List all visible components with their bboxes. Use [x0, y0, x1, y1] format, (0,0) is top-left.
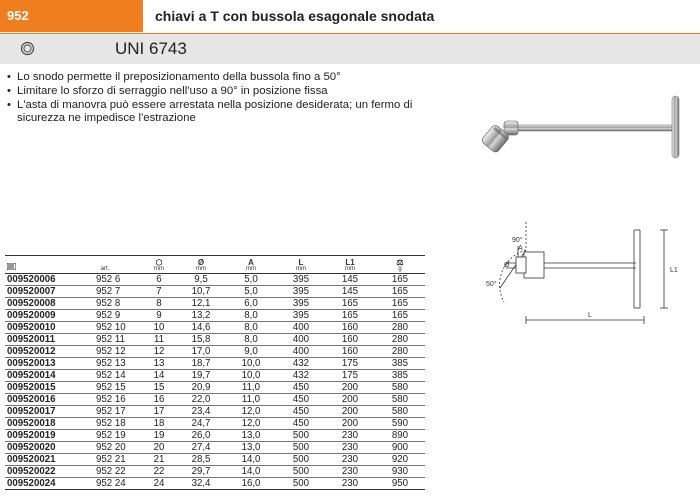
cell-art: 952 20 — [69, 442, 141, 454]
cell-a: 14,0 — [225, 454, 277, 466]
cell-code: 009520009 — [5, 310, 69, 322]
cell-weight: 890 — [375, 430, 425, 442]
table-row — [5, 298, 425, 310]
cell-l1: 145 — [325, 274, 375, 286]
cell-l: 450 — [277, 382, 325, 394]
cell-a: 8,0 — [225, 310, 277, 322]
cell-code: 009520018 — [5, 418, 69, 430]
table-row — [5, 274, 425, 286]
cell-hex: 24 — [141, 478, 177, 490]
cell-diameter: 28,5 — [177, 454, 225, 466]
cell-code: 009520007 — [5, 286, 69, 298]
cell-art: 952 8 — [69, 298, 141, 310]
col-art-header: art. — [69, 256, 141, 274]
col-weight-header: ⚖ g — [375, 256, 425, 274]
col-diameter-header: Ø mm — [177, 256, 225, 274]
table-row — [5, 322, 425, 334]
col-l-header: L mm — [277, 256, 325, 274]
standard-row — [0, 34, 700, 64]
cell-art: 952 9 — [69, 310, 141, 322]
product-code: 952 — [0, 0, 143, 32]
cell-weight: 280 — [375, 346, 425, 358]
cell-diameter: 13,2 — [177, 310, 225, 322]
cell-l1: 230 — [325, 430, 375, 442]
spec-table — [5, 255, 425, 490]
cell-l: 450 — [277, 394, 325, 406]
cell-weight: 950 — [375, 478, 425, 490]
cell-hex: 14 — [141, 370, 177, 382]
cell-art: 952 11 — [69, 334, 141, 346]
cell-code: 009520010 — [5, 322, 69, 334]
table-row — [5, 454, 425, 466]
cell-l1: 230 — [325, 442, 375, 454]
cell-diameter: 22,0 — [177, 394, 225, 406]
cell-art: 952 14 — [69, 370, 141, 382]
cell-hex: 6 — [141, 274, 177, 286]
cell-a: 14,0 — [225, 466, 277, 478]
cell-l: 400 — [277, 322, 325, 334]
col-l1-header: L1 mm — [325, 256, 375, 274]
cell-hex: 7 — [141, 286, 177, 298]
cell-diameter: 9,5 — [177, 274, 225, 286]
table-row — [5, 346, 425, 358]
cell-l1: 200 — [325, 382, 375, 394]
cell-l: 395 — [277, 286, 325, 298]
cell-weight: 385 — [375, 370, 425, 382]
cell-hex: 8 — [141, 298, 177, 310]
table-row — [5, 370, 425, 382]
header-bar — [0, 0, 700, 32]
cell-art: 952 10 — [69, 322, 141, 334]
cell-diameter: 29,7 — [177, 466, 225, 478]
cell-hex: 22 — [141, 466, 177, 478]
double-circle-icon — [20, 41, 35, 56]
dim-l-label: L — [588, 312, 592, 319]
cell-weight: 165 — [375, 286, 425, 298]
cell-l: 395 — [277, 310, 325, 322]
cell-art: 952 19 — [69, 430, 141, 442]
cell-l1: 145 — [325, 286, 375, 298]
cell-code: 009520019 — [5, 430, 69, 442]
cell-a: 5,0 — [225, 274, 277, 286]
cell-l: 400 — [277, 334, 325, 346]
table-row — [5, 394, 425, 406]
cell-art: 952 18 — [69, 418, 141, 430]
cell-code: 009520011 — [5, 334, 69, 346]
cell-code: 009520022 — [5, 466, 69, 478]
cell-hex: 13 — [141, 358, 177, 370]
col-code-header — [5, 256, 69, 274]
cell-code: 009520014 — [5, 370, 69, 382]
cell-art: 952 12 — [69, 346, 141, 358]
cell-art: 952 17 — [69, 406, 141, 418]
cell-code: 009520024 — [5, 478, 69, 490]
cell-hex: 11 — [141, 334, 177, 346]
cell-art: 952 16 — [69, 394, 141, 406]
cell-hex: 16 — [141, 394, 177, 406]
cell-art: 952 24 — [69, 478, 141, 490]
cell-l1: 160 — [325, 346, 375, 358]
cell-art: 952 21 — [69, 454, 141, 466]
cell-diameter: 17,0 — [177, 346, 225, 358]
cell-hex: 19 — [141, 430, 177, 442]
cell-weight: 580 — [375, 394, 425, 406]
cell-hex: 12 — [141, 346, 177, 358]
cell-code: 009520016 — [5, 394, 69, 406]
cell-l: 500 — [277, 454, 325, 466]
cell-l: 395 — [277, 274, 325, 286]
cell-l1: 200 — [325, 406, 375, 418]
cell-hex: 10 — [141, 322, 177, 334]
cell-weight: 385 — [375, 358, 425, 370]
cell-weight: 900 — [375, 442, 425, 454]
dim-d-label: Ø — [504, 262, 510, 269]
col-hex-header: ⬡ mm — [141, 256, 177, 274]
cell-l1: 200 — [325, 418, 375, 430]
cell-code: 009520017 — [5, 406, 69, 418]
table-row — [5, 382, 425, 394]
table-row — [5, 466, 425, 478]
cell-l: 500 — [277, 478, 325, 490]
cell-code: 009520020 — [5, 442, 69, 454]
cell-l1: 230 — [325, 478, 375, 490]
cell-a: 16,0 — [225, 478, 277, 490]
cell-l: 500 — [277, 442, 325, 454]
cell-l: 395 — [277, 298, 325, 310]
cell-diameter: 27,4 — [177, 442, 225, 454]
cell-a: 9,0 — [225, 346, 277, 358]
cell-diameter: 32,4 — [177, 478, 225, 490]
cell-diameter: 14,6 — [177, 322, 225, 334]
cell-l1: 160 — [325, 334, 375, 346]
product-photo — [482, 90, 694, 162]
cell-code: 009520006 — [5, 274, 69, 286]
cell-l1: 160 — [325, 322, 375, 334]
cell-l: 432 — [277, 358, 325, 370]
cell-l: 432 — [277, 370, 325, 382]
feature-item: • L'asta di manovra può essere arrestata nella posizione desiderata; un fermo di sicurezza ne impedisce l'estrazione — [7, 99, 447, 127]
cell-a: 11,0 — [225, 394, 277, 406]
cell-weight: 165 — [375, 310, 425, 322]
table-row — [5, 358, 425, 370]
cell-l1: 200 — [325, 394, 375, 406]
cell-a: 11,0 — [225, 382, 277, 394]
cell-hex: 20 — [141, 442, 177, 454]
table-row — [5, 406, 425, 418]
dim-l1-label: L1 — [670, 267, 678, 274]
cell-weight: 165 — [375, 274, 425, 286]
table-row — [5, 334, 425, 346]
cell-a: 5,0 — [225, 286, 277, 298]
cell-hex: 17 — [141, 406, 177, 418]
cell-weight: 920 — [375, 454, 425, 466]
cell-l1: 230 — [325, 454, 375, 466]
feature-list — [7, 71, 447, 126]
cell-l: 500 — [277, 466, 325, 478]
dim-a-label: A — [518, 245, 523, 252]
page-title: chiavi a T con bussola esagonale snodata — [155, 8, 435, 24]
cell-weight: 590 — [375, 418, 425, 430]
cell-art: 952 13 — [69, 358, 141, 370]
cell-l: 450 — [277, 406, 325, 418]
cell-art: 952 6 — [69, 274, 141, 286]
cell-a: 10,0 — [225, 358, 277, 370]
cell-hex: 21 — [141, 454, 177, 466]
cell-l: 400 — [277, 346, 325, 358]
table-row — [5, 478, 425, 490]
cell-l1: 175 — [325, 370, 375, 382]
cell-a: 12,0 — [225, 406, 277, 418]
cell-a: 8,0 — [225, 322, 277, 334]
angle-50-label: 50° — [486, 281, 497, 288]
barcode-icon — [7, 263, 16, 270]
cell-code: 009520012 — [5, 346, 69, 358]
technical-drawing — [476, 210, 700, 330]
table-row — [5, 430, 425, 442]
cell-l: 500 — [277, 430, 325, 442]
table-row — [5, 286, 425, 298]
table-header-row — [5, 256, 425, 274]
cell-diameter: 15,8 — [177, 334, 225, 346]
standard-label: UNI 6743 — [115, 39, 187, 58]
cell-weight: 580 — [375, 382, 425, 394]
cell-l1: 230 — [325, 466, 375, 478]
cell-weight: 580 — [375, 406, 425, 418]
cell-a: 6,0 — [225, 298, 277, 310]
cell-code: 009520021 — [5, 454, 69, 466]
cell-l1: 175 — [325, 358, 375, 370]
cell-hex: 18 — [141, 418, 177, 430]
cell-l1: 165 — [325, 310, 375, 322]
cell-weight: 930 — [375, 466, 425, 478]
cell-hex: 15 — [141, 382, 177, 394]
cell-code: 009520008 — [5, 298, 69, 310]
table-row — [5, 310, 425, 322]
cell-weight: 280 — [375, 334, 425, 346]
cell-diameter: 23,4 — [177, 406, 225, 418]
cell-code: 009520015 — [5, 382, 69, 394]
cell-a: 12,0 — [225, 418, 277, 430]
hex-icon: ⬡ — [155, 258, 163, 267]
cell-weight: 280 — [375, 322, 425, 334]
cell-a: 8,0 — [225, 334, 277, 346]
cell-hex: 9 — [141, 310, 177, 322]
table-row — [5, 418, 425, 430]
cell-diameter: 10,7 — [177, 286, 225, 298]
feature-item: • Lo snodo permette il preposizionamento della bussola fino a 50° — [7, 71, 447, 85]
cell-a: 10,0 — [225, 370, 277, 382]
feature-item: • Limitare lo sforzo di serraggio nell'uso a 90° in posizione fissa — [7, 85, 447, 99]
cell-diameter: 24,7 — [177, 418, 225, 430]
table-row — [5, 442, 425, 454]
cell-a: 13,0 — [225, 442, 277, 454]
angle-90-label: 90° — [512, 237, 523, 244]
col-a-header: A mm — [225, 256, 277, 274]
cell-code: 009520013 — [5, 358, 69, 370]
cell-diameter: 20,9 — [177, 382, 225, 394]
cell-art: 952 7 — [69, 286, 141, 298]
cell-art: 952 15 — [69, 382, 141, 394]
cell-l: 450 — [277, 418, 325, 430]
cell-diameter: 18,7 — [177, 358, 225, 370]
cell-diameter: 19,7 — [177, 370, 225, 382]
cell-diameter: 26,0 — [177, 430, 225, 442]
cell-a: 13,0 — [225, 430, 277, 442]
cell-diameter: 12,1 — [177, 298, 225, 310]
cell-l1: 165 — [325, 298, 375, 310]
cell-weight: 165 — [375, 298, 425, 310]
weight-icon: ⚖ — [396, 258, 404, 267]
cell-art: 952 22 — [69, 466, 141, 478]
